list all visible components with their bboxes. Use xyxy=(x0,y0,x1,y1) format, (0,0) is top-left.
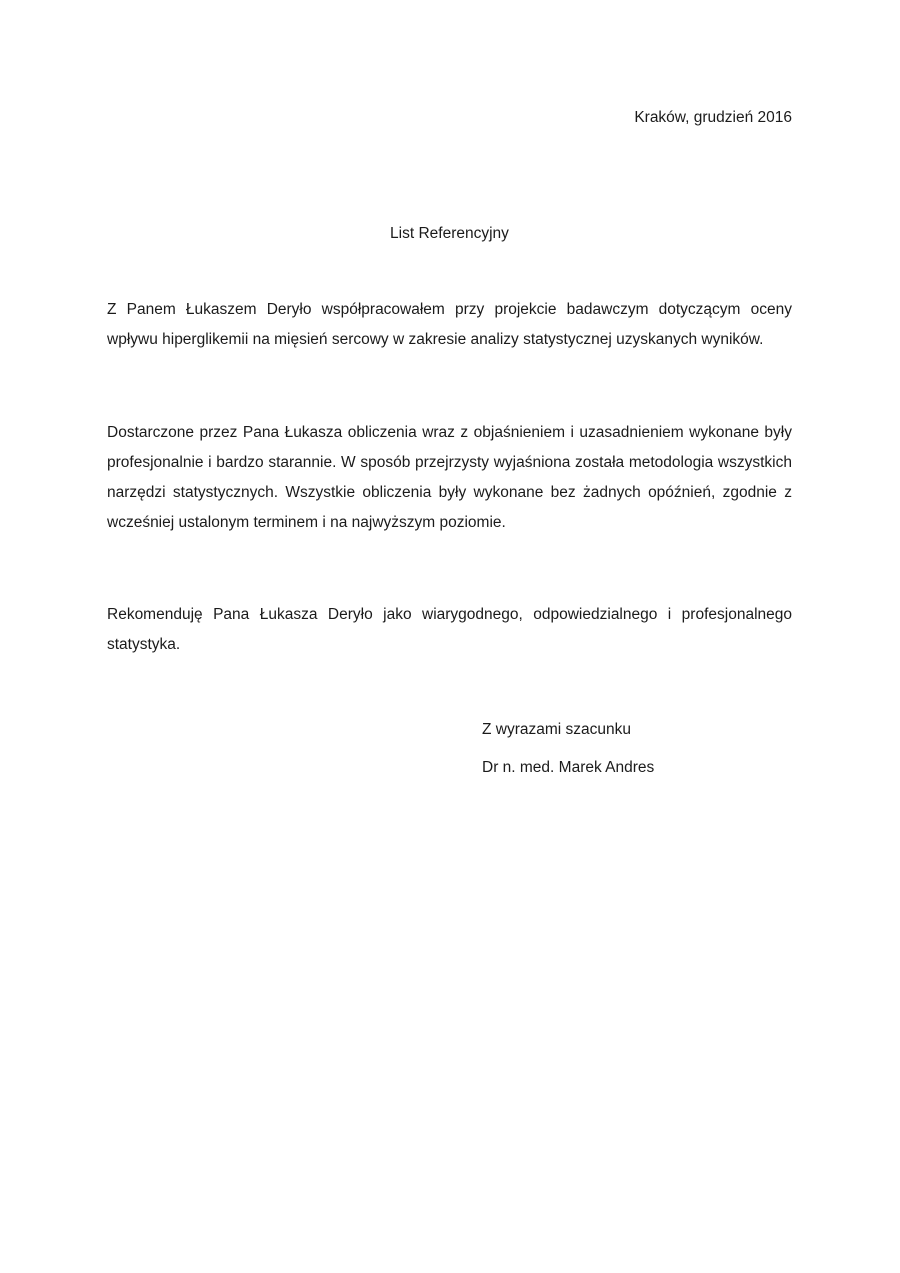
closing-phrase: Z wyrazami szacunku xyxy=(482,721,632,738)
document-title: List Referencyjny xyxy=(390,225,509,242)
signature-block xyxy=(107,715,792,783)
dateline: Kraków, grudzień 2016 xyxy=(634,109,792,126)
paragraph-introduction: Z Panem Łukaszem Deryło współpracowałem przy projekcie badawczym dotyczącym oceny wpływu hiperglikemii na mięsień sercowy w zakresie analizy statystycznej uzyskanych wyników. xyxy=(107,301,792,348)
signature-name: Dr n. med. Marek Andres xyxy=(482,759,655,776)
paragraph-recommendation: Rekomenduję Pana Łukasza Deryło jako wiarygodnego, odpowiedzialnego i profesjonalnego statystyka. xyxy=(107,606,792,653)
paragraph-evaluation: Dostarczone przez Pana Łukasza obliczenia wraz z objaśnieniem i uzasadnieniem wykonane były profesjonalnie i bardzo starannie. W sposób przejrzysty wyjaśniona została metodologia wszystkich narzędzi statystycznych. Wszystkie obliczenia były wykonane bez żadnych opóźnień, zgodnie z wcześniej ustalonym terminem i na najwyższym poziomie. xyxy=(107,424,792,531)
